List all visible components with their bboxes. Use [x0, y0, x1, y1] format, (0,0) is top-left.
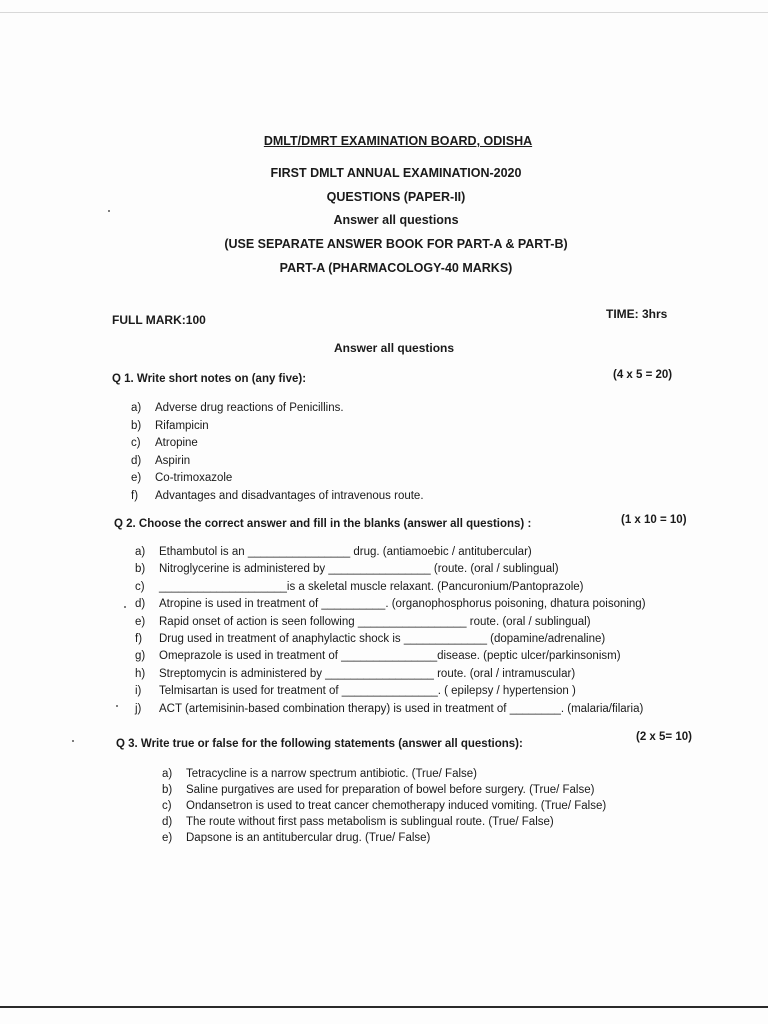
q2-item	[135, 598, 646, 610]
q3-item-label: b)	[162, 783, 173, 796]
q3-item	[162, 784, 594, 796]
q2-item-label: d)	[135, 598, 146, 611]
q1-item-label: d)	[131, 454, 142, 467]
q2-item	[135, 685, 576, 697]
separate-book-note: (USE SEPARATE ANSWER BOOK FOR PART-A & PART-B)	[224, 237, 568, 251]
q3-item-label: d)	[162, 815, 173, 828]
q3-title: Q 3. Write true or false for the following statements (answer all questions):	[116, 738, 523, 750]
q3-item-label: a)	[162, 768, 173, 780]
q1-title: Q 1. Write short notes on (any five):	[112, 373, 307, 385]
q3-item	[162, 800, 606, 812]
full-mark: FULL MARK:100	[112, 313, 206, 327]
q1-item	[131, 437, 198, 449]
q2-title: Q 2. Choose the correct answer and fill in the blanks (answer all questions) :	[114, 518, 532, 530]
q1-item-text: Co-trimoxazole	[155, 472, 233, 485]
q1-item-label: f)	[131, 490, 139, 502]
q1-marks: (4 x 5 = 20)	[613, 369, 673, 381]
q3-item-text: Saline purgatives are used for preparation of bowel before surgery. (True/ False)	[186, 783, 595, 796]
q2-item-text: Streptomycin is administered by _________________ route. (oral / intramuscular)	[159, 667, 576, 680]
q2-item-label: f)	[135, 633, 143, 645]
q1-item-label: c)	[131, 437, 141, 450]
q2-item-text: Atropine is used in treatment of __________. (organophosphorus poisoning, dhatura poisoning)	[159, 598, 646, 611]
q2-item-text: ____________________is a skeletal muscle relaxant. (Pancuronium/Pantoprazole)	[159, 580, 584, 593]
q1-item	[131, 490, 424, 502]
q2-item-text: Rapid onset of action is seen following _________________ route. (oral / sublingual)	[159, 615, 591, 628]
q2-item-text: Telmisartan is used for treatment of _______________. ( epilepsy / hypertension )	[159, 685, 576, 698]
scan-speck	[72, 740, 74, 742]
header-instruction: Answer all questions	[333, 213, 459, 227]
q3-item	[162, 832, 430, 844]
q2-item	[135, 616, 591, 628]
q2-item-label: c)	[135, 580, 145, 593]
scan-speck	[108, 210, 110, 212]
q1-item	[131, 472, 232, 484]
q1-item	[131, 402, 344, 414]
q3-item-text: Dapsone is an antitubercular drug. (True/ False)	[186, 831, 431, 844]
exam-title: FIRST DMLT ANNUAL EXAMINATION-2020	[270, 166, 522, 180]
q1-item	[131, 420, 209, 432]
scan-speck	[116, 705, 118, 707]
q2-item	[135, 563, 559, 575]
q1-item-text: Atropine	[155, 437, 198, 450]
q2-item-label: a)	[135, 546, 146, 558]
q2-item-label: i)	[135, 685, 142, 698]
q2-item	[135, 703, 643, 715]
q2-item-text: Drug used in treatment of anaphylactic shock is _____________ (dopamine/adrenaline)	[159, 633, 606, 645]
q1-item-label: e)	[131, 472, 142, 485]
q3-item-label: c)	[162, 799, 172, 812]
q1-item-label: b)	[131, 419, 142, 432]
part-title: PART-A (PHARMACOLOGY-40 MARKS)	[279, 261, 513, 275]
q3-marks: (2 x 5= 10)	[636, 731, 692, 743]
q2-item	[135, 581, 584, 593]
q3-item-text: Tetracycline is a narrow spectrum antibiotic. (True/ False)	[186, 768, 478, 780]
q2-item-label: b)	[135, 563, 146, 576]
paper-title: QUESTIONS (PAPER-II)	[326, 190, 466, 204]
q3-item	[162, 768, 477, 780]
q2-item-text: Omeprazole is used in treatment of _______________disease. (peptic ulcer/parkinsonism)	[159, 650, 621, 663]
q3-item-text: The route without first pass metabolism is sublingual route. (True/ False)	[186, 815, 554, 828]
scan-speck	[124, 606, 126, 608]
q2-item	[135, 546, 532, 558]
q2-item-text: Ethambutol is an ________________ drug. (antiamoebic / antitubercular)	[159, 546, 532, 558]
board-title: DMLT/DMRT EXAMINATION BOARD, ODISHA	[263, 134, 533, 148]
answer-all-heading: Answer all questions	[334, 341, 455, 355]
q3-item	[162, 816, 554, 828]
q2-item	[135, 668, 575, 680]
q1-item-text: Advantages and disadvantages of intravenous route.	[155, 490, 424, 502]
q2-item-label: j)	[135, 702, 142, 715]
q1-item-text: Adverse drug reactions of Penicillins.	[155, 402, 344, 414]
q2-item-label: g)	[135, 650, 146, 663]
q2-item-text: ACT (artemisinin-based combination therapy) is used in treatment of ________. (malaria/filaria)	[159, 702, 644, 715]
q2-item-label: e)	[135, 615, 146, 628]
q1-item-text: Rifampicin	[155, 419, 209, 432]
bottom-edge-line	[0, 1006, 768, 1008]
q2-item	[135, 650, 621, 662]
q2-item	[135, 633, 605, 645]
q2-marks: (1 x 10 = 10)	[621, 514, 687, 526]
time: TIME: 3hrs	[606, 307, 668, 321]
q3-item-label: e)	[162, 831, 173, 844]
q3-item-text: Ondansetron is used to treat cancer chemotherapy induced vomiting. (True/ False)	[186, 799, 607, 812]
q2-item-text: Nitroglycerine is administered by ________________ (route. (oral / sublingual)	[159, 563, 559, 576]
q1-item-text: Aspirin	[155, 454, 191, 467]
q1-item	[131, 455, 190, 467]
q1-item-label: a)	[131, 402, 142, 414]
q2-item-label: h)	[135, 667, 146, 680]
top-edge-line	[0, 12, 768, 13]
